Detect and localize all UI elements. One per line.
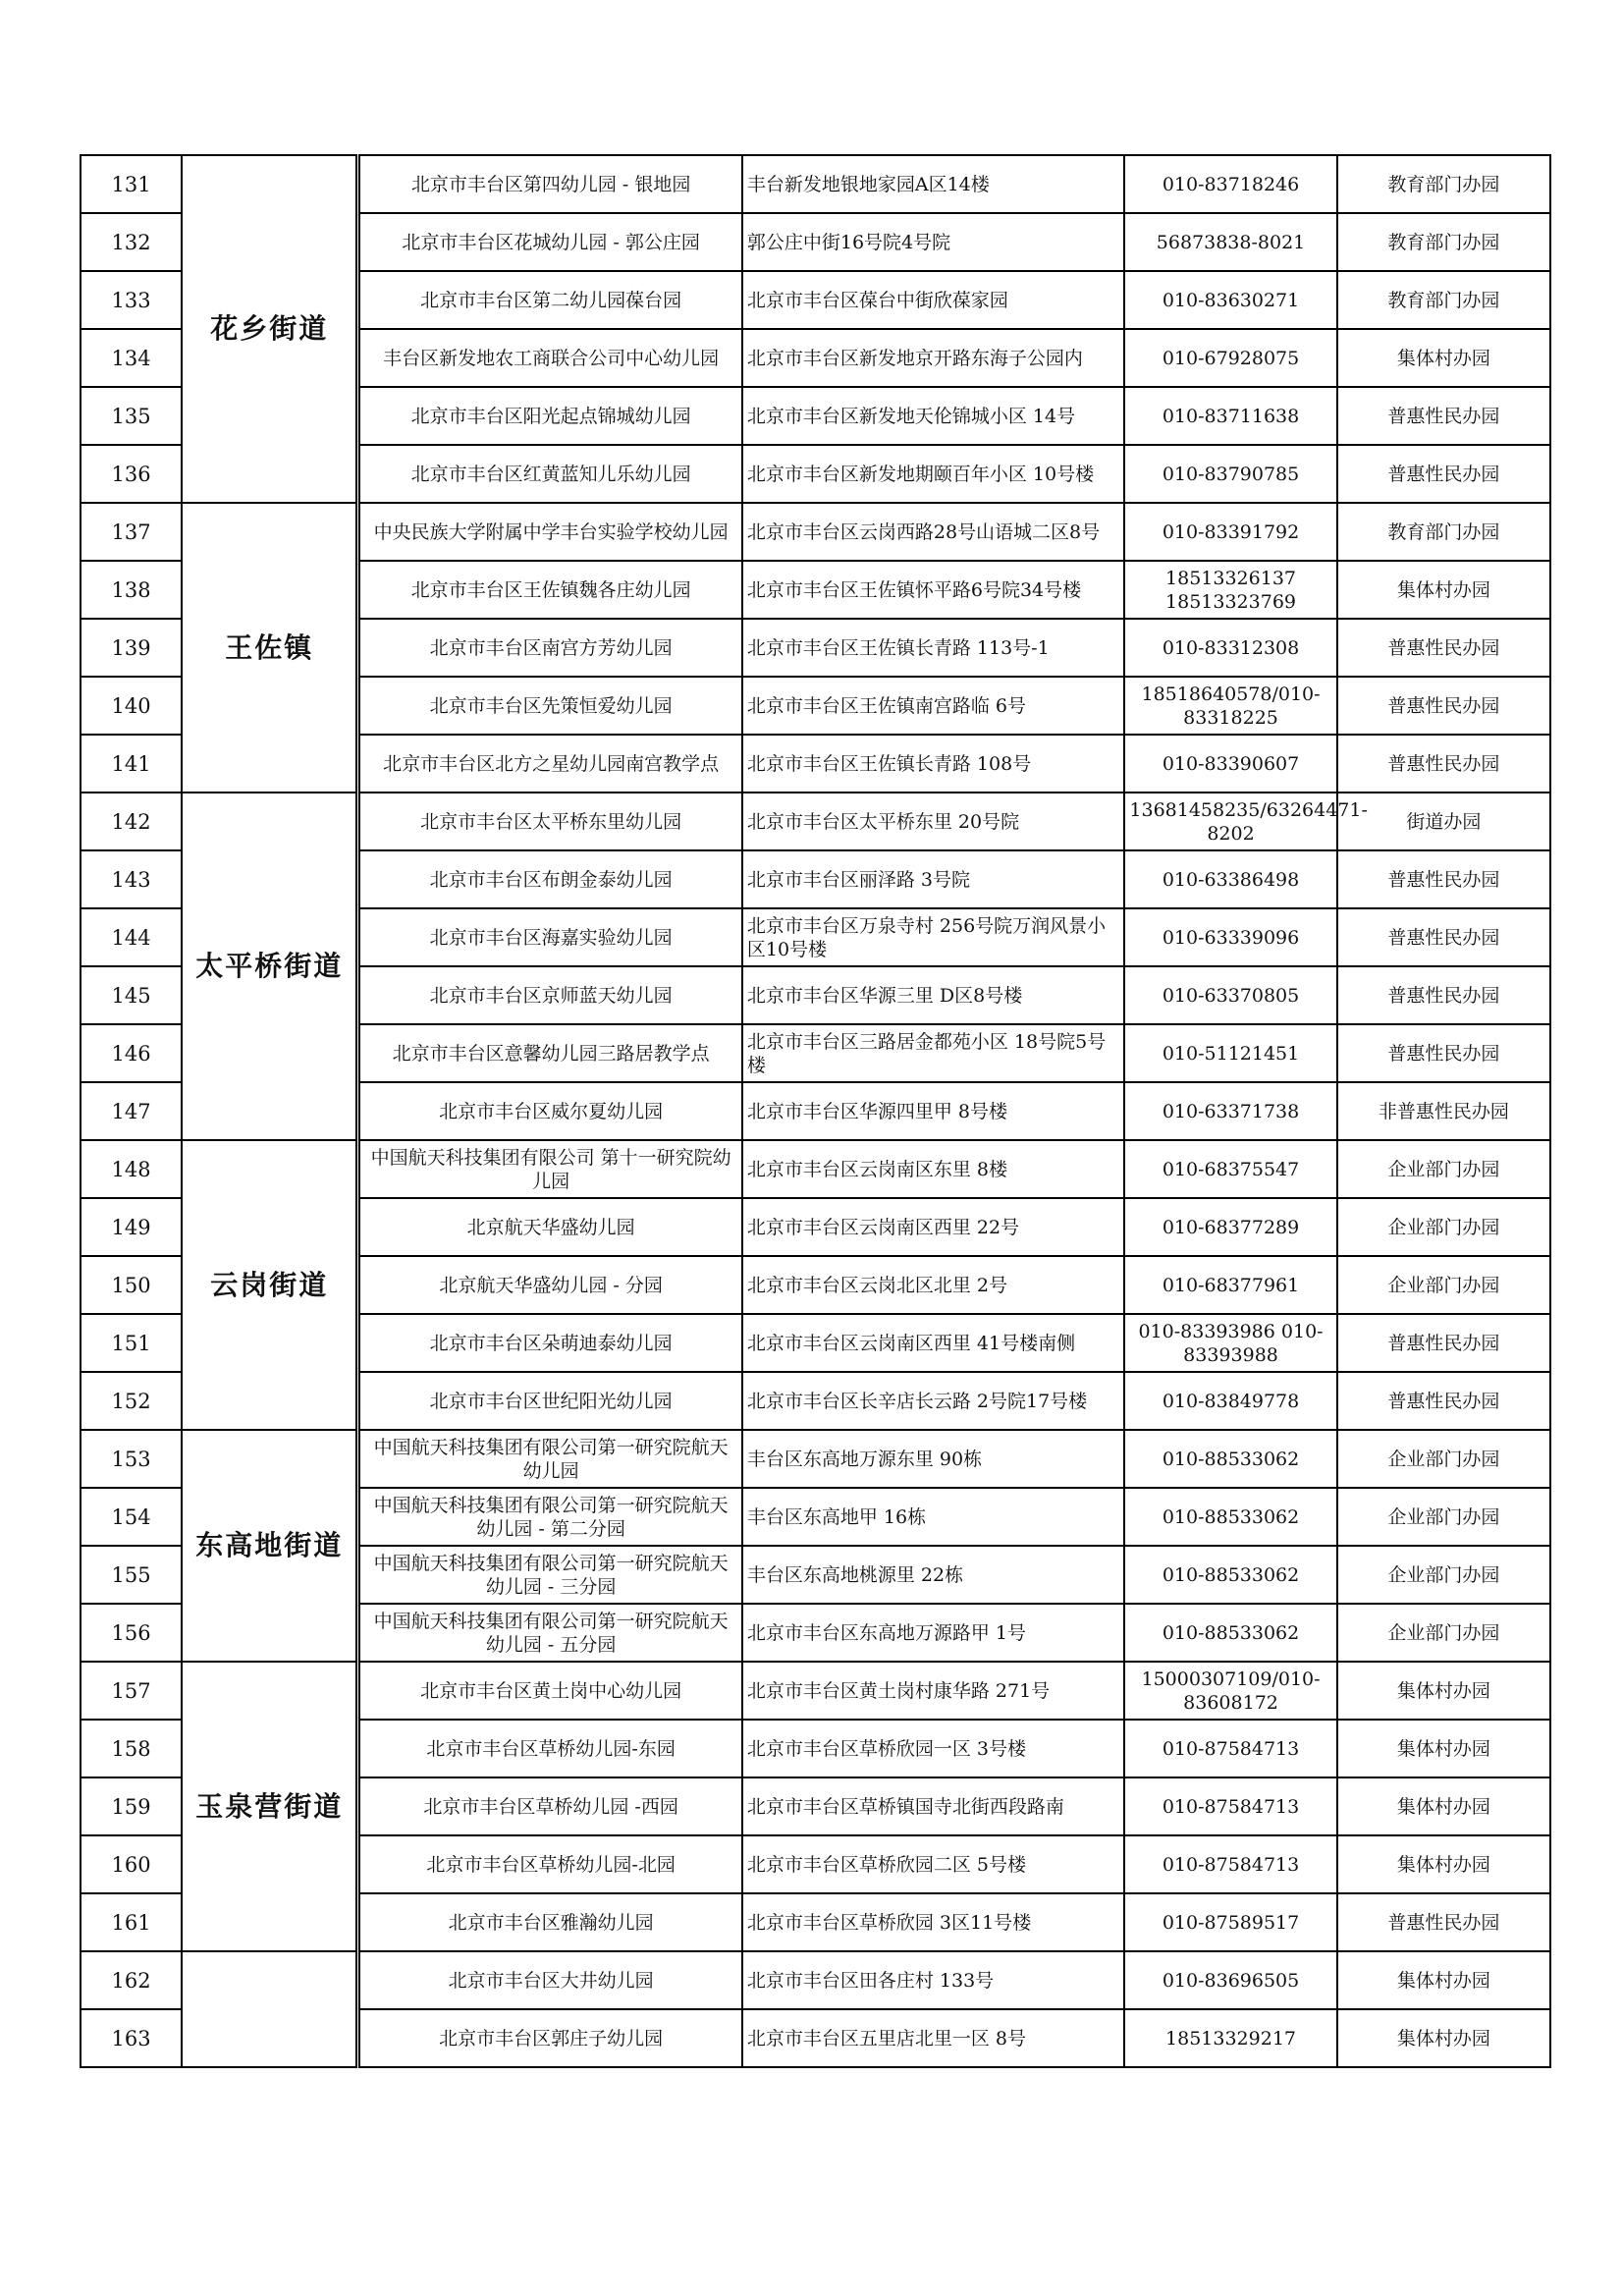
kindergarten-name: 北京航天华盛幼儿园: [359, 1198, 742, 1256]
kindergarten-phone: 010-87584713: [1124, 1777, 1336, 1835]
row-number: 160: [81, 1835, 182, 1893]
row-number: 155: [81, 1546, 182, 1604]
kindergarten-address: 北京市丰台区云岗南区西里 41号楼南侧: [742, 1314, 1125, 1372]
district-name: 太平桥街道: [182, 793, 356, 1140]
kindergarten-name: 北京市丰台区布朗金泰幼儿园: [359, 850, 742, 908]
kindergarten-phone: 010-83711638: [1124, 387, 1336, 445]
kindergarten-address: 北京市丰台区云岗南区东里 8楼: [742, 1140, 1125, 1198]
kindergarten-address: 北京市丰台区云岗南区西里 22号: [742, 1198, 1125, 1256]
kindergarten-type: 企业部门办园: [1337, 1546, 1550, 1604]
kindergarten-type: 普惠性民办园: [1337, 1372, 1550, 1430]
kindergarten-phone: 010-83312308: [1124, 619, 1336, 677]
kindergarten-phone: 15000307109/010-83608172: [1124, 1662, 1336, 1720]
row-number: 141: [81, 735, 182, 793]
kindergarten-type: 普惠性民办园: [1337, 445, 1550, 503]
row-number: 140: [81, 677, 182, 735]
kindergarten-type: 企业部门办园: [1337, 1198, 1550, 1256]
kindergarten-name: 北京市丰台区京师蓝天幼儿园: [359, 966, 742, 1024]
kindergarten-type: 教育部门办园: [1337, 155, 1550, 213]
row-number: 132: [81, 213, 182, 271]
row-number: 143: [81, 850, 182, 908]
kindergarten-address: 郭公庄中街16号院4号院: [742, 213, 1125, 271]
kindergarten-address: 北京市丰台区三路居金都苑小区 18号院5号楼: [742, 1024, 1125, 1082]
kindergarten-type: 普惠性民办园: [1337, 677, 1550, 735]
kindergarten-name: 中国航天科技集团有限公司第一研究院航天幼儿园 - 五分园: [359, 1604, 742, 1662]
kindergarten-phone: 13681458235/63264471-8202: [1124, 793, 1336, 850]
kindergarten-type: 普惠性民办园: [1337, 1314, 1550, 1372]
kindergarten-type: 教育部门办园: [1337, 503, 1550, 561]
kindergarten-type: 普惠性民办园: [1337, 619, 1550, 677]
row-number: 137: [81, 503, 182, 561]
district-name: 东高地街道: [182, 1430, 356, 1662]
kindergarten-name: 丰台区新发地农工商联合公司中心幼儿园: [359, 329, 742, 387]
kindergarten-name: 北京市丰台区北方之星幼儿园南宫教学点: [359, 735, 742, 793]
row-number: 156: [81, 1604, 182, 1662]
kindergarten-name: 中国航天科技集团有限公司第一研究院航天幼儿园 - 第二分园: [359, 1488, 742, 1546]
kindergarten-address: 北京市丰台区王佐镇南宫路临 6号: [742, 677, 1125, 735]
row-number: 149: [81, 1198, 182, 1256]
kindergarten-name: 中国航天科技集团有限公司第一研究院航天幼儿园 - 三分园: [359, 1546, 742, 1604]
table-row: [81, 1662, 1550, 1720]
kindergarten-phone: 010-83630271: [1124, 271, 1336, 329]
kindergarten-phone: 010-87589517: [1124, 1893, 1336, 1951]
kindergarten-name: 北京市丰台区草桥幼儿园 -西园: [359, 1777, 742, 1835]
kindergarten-address: 北京市丰台区五里店北里一区 8号: [742, 2009, 1125, 2067]
row-number: 150: [81, 1256, 182, 1314]
table-row: [81, 793, 1550, 850]
kindergarten-phone: 010-68377289: [1124, 1198, 1336, 1256]
row-number: 162: [81, 1951, 182, 2009]
kindergarten-address: 北京市丰台区王佐镇长青路 113号-1: [742, 619, 1125, 677]
kindergarten-name: 北京市丰台区黄土岗中心幼儿园: [359, 1662, 742, 1720]
row-number: 138: [81, 561, 182, 619]
kindergarten-address: 北京市丰台区长辛店长云路 2号院17号楼: [742, 1372, 1125, 1430]
table-row: [81, 1430, 1550, 1488]
row-number: 134: [81, 329, 182, 387]
kindergarten-address: 北京市丰台区华源三里 D区8号楼: [742, 966, 1125, 1024]
kindergarten-address: 北京市丰台区草桥镇国寺北街西段路南: [742, 1777, 1125, 1835]
kindergarten-name: 北京市丰台区朵萌迪泰幼儿园: [359, 1314, 742, 1372]
kindergarten-address: 丰台区东高地万源东里 90栋: [742, 1430, 1125, 1488]
kindergarten-phone: 010-51121451: [1124, 1024, 1336, 1082]
kindergarten-address: 北京市丰台区王佐镇长青路 108号: [742, 735, 1125, 793]
kindergarten-phone: 010-83390607: [1124, 735, 1336, 793]
kindergarten-phone: 010-83391792: [1124, 503, 1336, 561]
kindergarten-type: 企业部门办园: [1337, 1256, 1550, 1314]
row-number: 142: [81, 793, 182, 850]
row-number: 131: [81, 155, 182, 213]
kindergarten-type: 普惠性民办园: [1337, 387, 1550, 445]
kindergarten-name: 北京市丰台区草桥幼儿园-北园: [359, 1835, 742, 1893]
district-name: 云岗街道: [182, 1140, 356, 1430]
table-body: [81, 155, 1550, 2067]
row-number: 133: [81, 271, 182, 329]
kindergarten-name: 北京市丰台区威尔夏幼儿园: [359, 1082, 742, 1140]
kindergarten-name: 北京市丰台区太平桥东里幼儿园: [359, 793, 742, 850]
table-row: [81, 1140, 1550, 1198]
kindergarten-name: 北京市丰台区海嘉实验幼儿园: [359, 908, 742, 966]
row-number: 135: [81, 387, 182, 445]
kindergarten-type: 非普惠性民办园: [1337, 1082, 1550, 1140]
kindergarten-name: 北京市丰台区南宫方芳幼儿园: [359, 619, 742, 677]
kindergarten-type: 企业部门办园: [1337, 1488, 1550, 1546]
row-number: 148: [81, 1140, 182, 1198]
kindergarten-phone: 010-88533062: [1124, 1430, 1336, 1488]
kindergarten-type: 普惠性民办园: [1337, 735, 1550, 793]
row-number: 163: [81, 2009, 182, 2067]
kindergarten-phone: 010-68377961: [1124, 1256, 1336, 1314]
kindergarten-phone: 010-63370805: [1124, 966, 1336, 1024]
kindergarten-name: 北京市丰台区郭庄子幼儿园: [359, 2009, 742, 2067]
row-number: 152: [81, 1372, 182, 1430]
kindergarten-type: 普惠性民办园: [1337, 966, 1550, 1024]
kindergarten-address: 北京市丰台区草桥欣园 3区11号楼: [742, 1893, 1125, 1951]
kindergarten-address: 北京市丰台区草桥欣园一区 3号楼: [742, 1720, 1125, 1777]
kindergarten-address: 北京市丰台区新发地京开路东海子公园内: [742, 329, 1125, 387]
kindergarten-phone: 010-83718246: [1124, 155, 1336, 213]
kindergarten-address: 北京市丰台区葆台中街欣葆家园: [742, 271, 1125, 329]
kindergarten-address: 丰台区东高地桃源里 22栋: [742, 1546, 1125, 1604]
row-number: 146: [81, 1024, 182, 1082]
kindergarten-phone: 010-63339096: [1124, 908, 1336, 966]
kindergarten-type: 企业部门办园: [1337, 1140, 1550, 1198]
kindergarten-address: 北京市丰台区东高地万源路甲 1号: [742, 1604, 1125, 1662]
kindergarten-phone: 010-63386498: [1124, 850, 1336, 908]
kindergarten-type: 企业部门办园: [1337, 1604, 1550, 1662]
kindergarten-type: 普惠性民办园: [1337, 1024, 1550, 1082]
kindergarten-address: 北京市丰台区云岗西路28号山语城二区8号: [742, 503, 1125, 561]
kindergarten-name: 北京市丰台区雅瀚幼儿园: [359, 1893, 742, 1951]
kindergarten-phone: 010-67928075: [1124, 329, 1336, 387]
kindergarten-type: 集体村办园: [1337, 561, 1550, 619]
kindergarten-type: 企业部门办园: [1337, 1430, 1550, 1488]
table-row: [81, 1951, 1550, 2009]
kindergarten-phone: 010-88533062: [1124, 1604, 1336, 1662]
kindergarten-phone: 010-63371738: [1124, 1082, 1336, 1140]
kindergarten-name: 北京市丰台区红黄蓝知儿乐幼儿园: [359, 445, 742, 503]
kindergarten-address: 北京市丰台区黄土岗村康华路 271号: [742, 1662, 1125, 1720]
kindergarten-name: 中央民族大学附属中学丰台实验学校幼儿园: [359, 503, 742, 561]
kindergarten-name: 北京市丰台区草桥幼儿园-东园: [359, 1720, 742, 1777]
kindergarten-address: 北京市丰台区华源四里甲 8号楼: [742, 1082, 1125, 1140]
kindergarten-name: 北京航天华盛幼儿园 - 分园: [359, 1256, 742, 1314]
kindergarten-address: 北京市丰台区万泉寺村 256号院万润风景小区10号楼: [742, 908, 1125, 966]
district-name: 王佐镇: [182, 503, 356, 793]
kindergarten-type: 集体村办园: [1337, 1777, 1550, 1835]
kindergarten-address: 北京市丰台区草桥欣园二区 5号楼: [742, 1835, 1125, 1893]
kindergarten-type: 集体村办园: [1337, 1835, 1550, 1893]
kindergarten-phone: 010-83790785: [1124, 445, 1336, 503]
kindergarten-type: 教育部门办园: [1337, 213, 1550, 271]
table-row: [81, 155, 1550, 213]
kindergarten-address: 北京市丰台区太平桥东里 20号院: [742, 793, 1125, 850]
row-number: 153: [81, 1430, 182, 1488]
kindergarten-type: 集体村办园: [1337, 1951, 1550, 2009]
kindergarten-type: 集体村办园: [1337, 2009, 1550, 2067]
kindergarten-name: 北京市丰台区世纪阳光幼儿园: [359, 1372, 742, 1430]
kindergarten-type: 普惠性民办园: [1337, 1893, 1550, 1951]
kindergarten-type: 集体村办园: [1337, 1662, 1550, 1720]
table-row: [81, 503, 1550, 561]
row-number: 157: [81, 1662, 182, 1720]
kindergarten-type: 普惠性民办园: [1337, 908, 1550, 966]
kindergarten-name: 北京市丰台区先策恒爱幼儿园: [359, 677, 742, 735]
kindergarten-phone: 010-87584713: [1124, 1835, 1336, 1893]
kindergarten-name: 北京市丰台区第二幼儿园葆台园: [359, 271, 742, 329]
row-number: 136: [81, 445, 182, 503]
kindergarten-phone: 010-83393986 010-83393988: [1124, 1314, 1336, 1372]
kindergarten-name: 北京市丰台区第四幼儿园 - 银地园: [359, 155, 742, 213]
kindergarten-phone: 010-87584713: [1124, 1720, 1336, 1777]
kindergarten-phone: 56873838-8021: [1124, 213, 1336, 271]
kindergarten-name: 北京市丰台区意馨幼儿园三路居教学点: [359, 1024, 742, 1082]
row-number: 159: [81, 1777, 182, 1835]
kindergarten-table: [80, 154, 1551, 2068]
row-number: 161: [81, 1893, 182, 1951]
row-number: 154: [81, 1488, 182, 1546]
kindergarten-address: 北京市丰台区云岗北区北里 2号: [742, 1256, 1125, 1314]
row-number: 139: [81, 619, 182, 677]
kindergarten-phone: 18513326137 18513323769: [1124, 561, 1336, 619]
kindergarten-address: 北京市丰台区田各庄村 133号: [742, 1951, 1125, 2009]
kindergarten-name: 中国航天科技集团有限公司第一研究院航天幼儿园: [359, 1430, 742, 1488]
kindergarten-type: 集体村办园: [1337, 1720, 1550, 1777]
kindergarten-type: 普惠性民办园: [1337, 850, 1550, 908]
kindergarten-phone: 18518640578/010-83318225: [1124, 677, 1336, 735]
kindergarten-address: 丰台区东高地甲 16栋: [742, 1488, 1125, 1546]
district-name: 玉泉营街道: [182, 1662, 356, 1951]
district-name: [182, 1951, 356, 2067]
kindergarten-phone: 010-88533062: [1124, 1546, 1336, 1604]
row-number: 147: [81, 1082, 182, 1140]
kindergarten-type: 集体村办园: [1337, 329, 1550, 387]
kindergarten-type: 教育部门办园: [1337, 271, 1550, 329]
kindergarten-type: 街道办园: [1337, 793, 1550, 850]
row-number: 158: [81, 1720, 182, 1777]
kindergarten-phone: 010-83849778: [1124, 1372, 1336, 1430]
kindergarten-phone: 010-83696505: [1124, 1951, 1336, 2009]
kindergarten-address: 北京市丰台区新发地天伦锦城小区 14号: [742, 387, 1125, 445]
kindergarten-name: 北京市丰台区阳光起点锦城幼儿园: [359, 387, 742, 445]
kindergarten-phone: 010-68375547: [1124, 1140, 1336, 1198]
kindergarten-name: 北京市丰台区大井幼儿园: [359, 1951, 742, 2009]
kindergarten-name: 北京市丰台区花城幼儿园 - 郭公庄园: [359, 213, 742, 271]
district-name: 花乡街道: [182, 155, 356, 503]
kindergarten-address: 北京市丰台区丽泽路 3号院: [742, 850, 1125, 908]
kindergarten-address: 丰台新发地银地家园A区14楼: [742, 155, 1125, 213]
kindergarten-name: 中国航天科技集团有限公司 第十一研究院幼儿园: [359, 1140, 742, 1198]
row-number: 145: [81, 966, 182, 1024]
row-number: 144: [81, 908, 182, 966]
kindergarten-phone: 010-88533062: [1124, 1488, 1336, 1546]
row-number: 151: [81, 1314, 182, 1372]
kindergarten-name: 北京市丰台区王佐镇魏各庄幼儿园: [359, 561, 742, 619]
kindergarten-phone: 18513329217: [1124, 2009, 1336, 2067]
kindergarten-address: 北京市丰台区新发地期颐百年小区 10号楼: [742, 445, 1125, 503]
kindergarten-address: 北京市丰台区王佐镇怀平路6号院34号楼: [742, 561, 1125, 619]
